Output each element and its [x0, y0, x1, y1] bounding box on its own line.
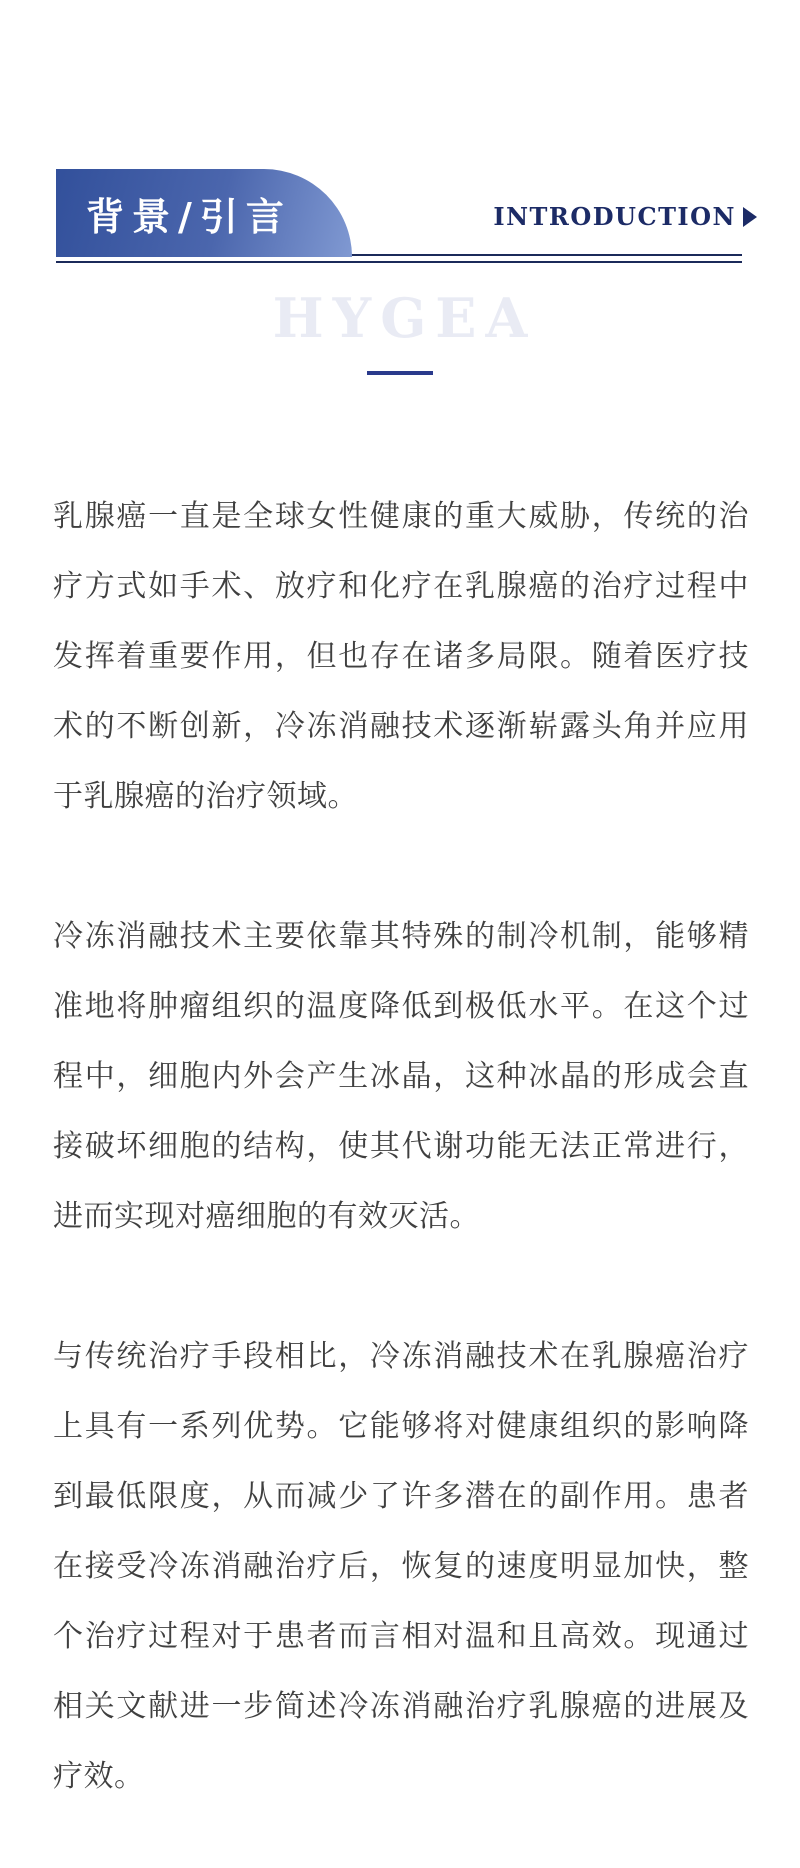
introduction-eyebrow	[493, 202, 757, 231]
paragraph-3: 与传统治疗手段相比，冷冻消融技术在乳腺癌治疗上具有一系列优势。它能够将对健康组织的影响降到最低限度，从而减少了许多潜在的副作用。患者在接受冷冻消融治疗后，恢复的速度明显加快，整个治疗过程对于患者而言相对温和且高效。现通过相关文献进一步简述冷冻消融治疗乳腺癌的进展及疗效。	[53, 1340, 749, 1793]
article-body	[53, 482, 749, 1812]
introduction-label: INTRODUCTION	[493, 202, 736, 231]
short-divider-bar	[367, 371, 433, 375]
paragraph-2: 冷冻消融技术主要依靠其特殊的制冷机制，能够精准地将肿瘤组织的温度降低到极低水平。在这个过程中，细胞内外会产生冰晶，这种冰晶的形成会直接破坏细胞的结构，使其代谢功能无法正常进行，进而实现对癌细胞的有效灭活。	[53, 920, 749, 1233]
right-triangle-icon	[743, 207, 757, 227]
paragraph-1: 乳腺癌一直是全球女性健康的重大威胁，传统的治疗方式如手术、放疗和化疗在乳腺癌的治疗过程中发挥着重要作用，但也存在诸多局限。随着医疗技术的不断创新，冷冻消融技术逐渐崭露头角并应用于乳腺癌的治疗领域。	[53, 500, 749, 813]
section-badge	[56, 169, 352, 257]
section-badge-label: 背景/引言	[86, 193, 292, 239]
hygea-watermark: HYGEA	[272, 286, 537, 350]
